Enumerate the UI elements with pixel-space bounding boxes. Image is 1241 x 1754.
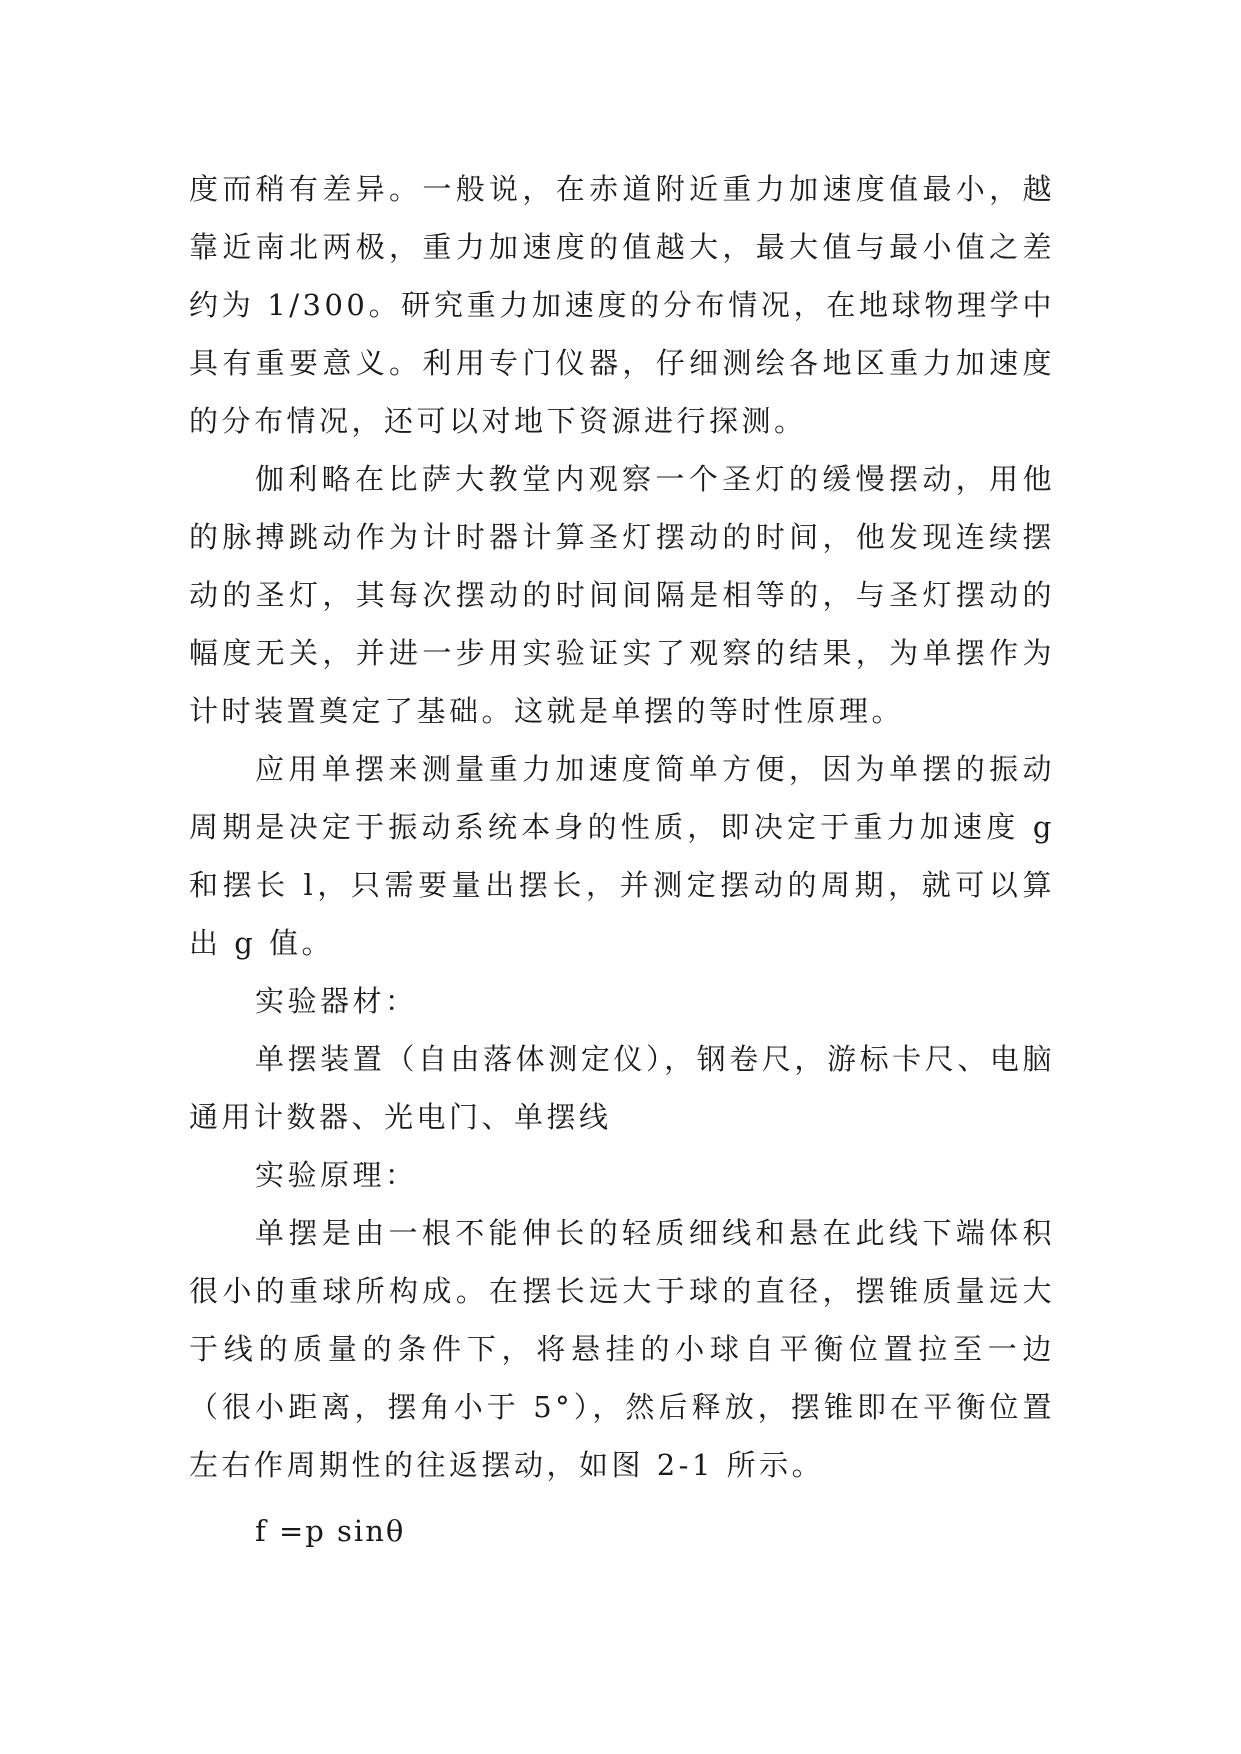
document-body — [189, 160, 1055, 1560]
paragraph-gravity-distribution: 度而稍有差异。一般说，在赤道附近重力加速度值最小，越靠近南北两极，重力加速度的值越大，最大值与最小值之差约为 1/300。研究重力加速度的分布情况，在地球物理学中具有重要意义。利用专门仪器，仔细测绘各地区重力加速度的分布情况，还可以对地下资源进行探测。 — [189, 172, 1055, 438]
paragraph-equipment-list: 单摆装置（自由落体测定仪），钢卷尺，游标卡尺、电脑通用计数器、光电门、单摆线 — [189, 1042, 1055, 1134]
paragraph-galileo: 伽利略在比萨大教堂内观察一个圣灯的缓慢摆动，用他的脉搏跳动作为计时器计算圣灯摆动的时间，他发现连续摆动的圣灯，其每次摆动的时间间隔是相等的，与圣灯摆动的幅度无关，并进一步用实验证实了观察的结果，为单摆作为计时装置奠定了基础。这就是单摆的等时性原理。 — [189, 462, 1055, 728]
paragraph-principle: 单摆是由一根不能伸长的轻质细线和悬在此线下端体积很小的重球所构成。在摆长远大于球的直径，摆锥质量远大于线的质量的条件下，将悬挂的小球自平衡位置拉至一边（很小距离，摆角小于 5°），然后释放，摆锥即在平衡位置左右作周期性的往返摆动，如图 2-1 所示。 — [189, 1216, 1055, 1482]
heading-equipment: 实验器材： — [255, 984, 418, 1018]
paragraph-pendulum-method: 应用单摆来测量重力加速度简单方便，因为单摆的振动周期是决定于振动系统本身的性质，即决定于重力加速度 g 和摆长 l，只需要量出摆长，并测定摆动的周期，就可以算出 g 值。 — [189, 752, 1055, 960]
formula: f =p sinθ — [255, 1514, 406, 1548]
heading-principle: 实验原理： — [255, 1158, 418, 1192]
